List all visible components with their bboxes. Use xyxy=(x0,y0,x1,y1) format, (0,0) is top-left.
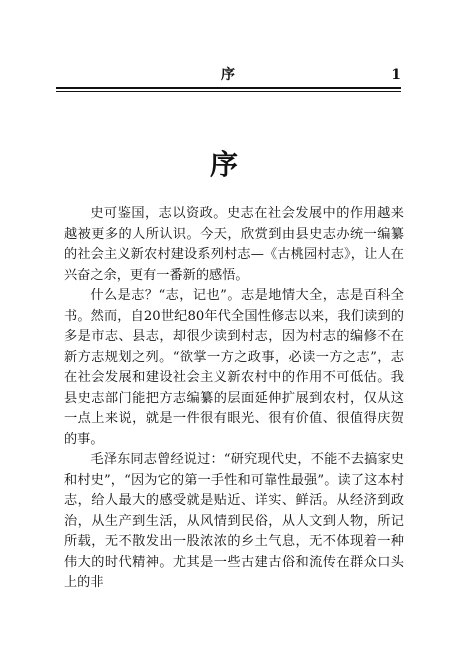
running-header-title: 序 xyxy=(221,67,235,83)
body-text xyxy=(64,204,404,594)
chapter-title: 序 xyxy=(209,148,240,181)
header-rule-thick xyxy=(56,87,401,89)
paragraph: 毛泽东同志曾经说过：“研究现代史，不能不去搞家史和村史”，“因为它的第一手性和可靠性最强”。读了这本村志，给人最大的感受就是贴近、详实、鲜活。从经济到政治，从生产到生活，从风情到民俗，从人文到人物，所记所载，无不散发出一股浓浓的乡土气息，无不体现着一种伟大的时代精神。尤其是一些古建古俗和流传在群众口头上的非 xyxy=(64,452,404,590)
page-number: 1 xyxy=(391,67,401,83)
header-rule-thin xyxy=(56,91,401,92)
paragraph: 什么是志？“志，记也”。志是地情大全，志是百科全书。然而，自20世纪80年代全国性修志以来，我们读到的多是市志、县志，却很少读到村志，因为村志的编修不在新方志规划之列。“欲掌一方之政事，必读一方之志”，志在社会发展和建设社会主义新农村中的作用不可低估。我县史志部门能把方志编纂的层面延伸扩展到农村，仅从这一点上来说，就是一件很有眼光、很有价值、很值得庆贺的事。 xyxy=(64,288,404,447)
paragraph: 史可鉴国，志以资政。史志在社会发展中的作用越来越被更多的人所认识。今天，欣赏到由县史志办统一编纂的社会主义新农村建设系列村志—《古桃园村志》，让人在兴奋之余，更有一番新的感悟。 xyxy=(64,206,404,283)
running-header xyxy=(56,66,401,84)
